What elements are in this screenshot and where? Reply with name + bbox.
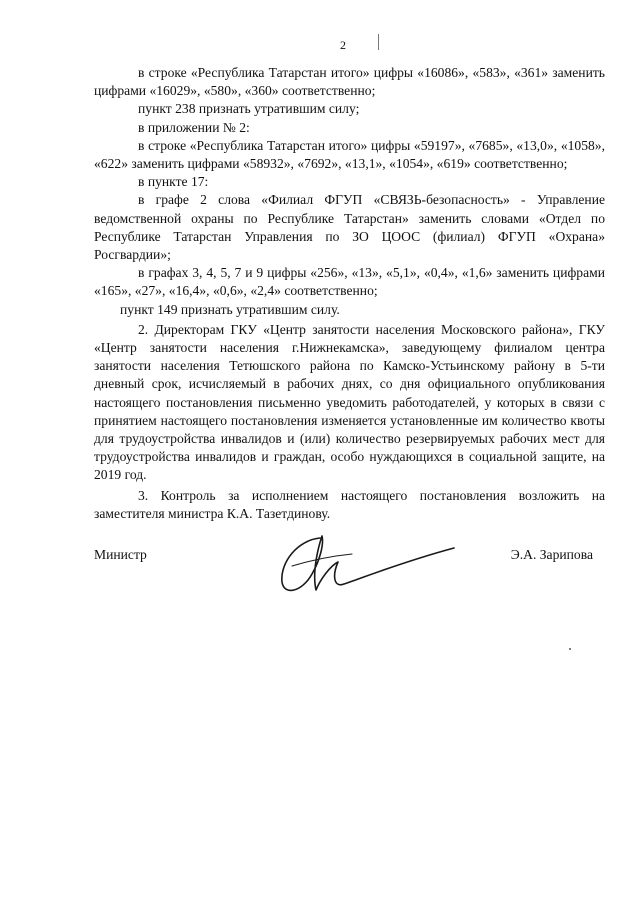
- paragraph-point-149: пункт 149 признать утратившим силу.: [120, 301, 340, 317]
- signature-block: [94, 546, 605, 606]
- paragraph-column-2: в графе 2 слова «Филиал ФГУП «СВЯЗЬ-безопасность» - Управление ведомственной охраны по Республике Татарстан» заменить словами «Отдел по Республике Татарстан Управления по ЗО ЦООС (филиал) ФГУП «Охрана» Росгвардии»;: [94, 192, 605, 263]
- paragraph-point-238: пункт 238 признать утратившим силу;: [138, 101, 360, 117]
- signatory-name: Э.А. Зарипова: [510, 547, 593, 562]
- paragraph-item-2-directors: 2. Директорам ГКУ «Центр занятости населения Московского района», ГКУ «Центр занятости населения г.Нижнекамска», заведующему филиалом центра занятости населения Тетюшского района по Камско-Устьинскому району в 5-ти дневный срок, исчисляемый в рабочих днях, со дня официального опубликования настоящего постановления письменно уведомить работодателей, у которых в связи с принятием настоящего постановления изменяется установленные им количество квоты для трудоустройства инвалидов и (или) количество резервируемых рабочих мест для трудоустройства инвалидов и граждан, особо нуждающихся в социальной защите, на 2019 год.: [94, 321, 605, 483]
- paragraph-columns-3-9: в графах 3, 4, 5, 7 и 9 цифры «256», «13», «5,1», «0,4», «1,6» заменить цифрами «165», «27», «16,4», «0,6», «2,4» соответственно;: [94, 265, 605, 299]
- handwritten-signature: [272, 532, 458, 602]
- paragraph-appendix-2: в приложении № 2:: [138, 119, 250, 135]
- document-body: [94, 64, 605, 523]
- scan-mark: [378, 34, 379, 50]
- paragraph-item-3-control: 3. Контроль за исполнением настоящего постановления возложить на заместителя министра К.А. Тазетдинову.: [94, 487, 605, 521]
- paragraph-tatarstan-total-2: в строке «Республика Татарстан итого» цифры «59197», «7685», «13,0», «1058», «622» заменить цифрами «58932», «7692», «13,1», «1054», «619» соответственно;: [94, 137, 605, 172]
- signatory-title: Министр: [94, 547, 147, 562]
- paragraph-point-17: в пункте 17:: [138, 174, 209, 190]
- scan-speck: [569, 648, 571, 650]
- page-number: 2: [340, 38, 346, 52]
- paragraph-tatarstan-total-1: в строке «Республика Татарстан итого» цифры «16086», «583», «361» заменить цифрами «16029», «580», «360» соответственно;: [94, 65, 605, 99]
